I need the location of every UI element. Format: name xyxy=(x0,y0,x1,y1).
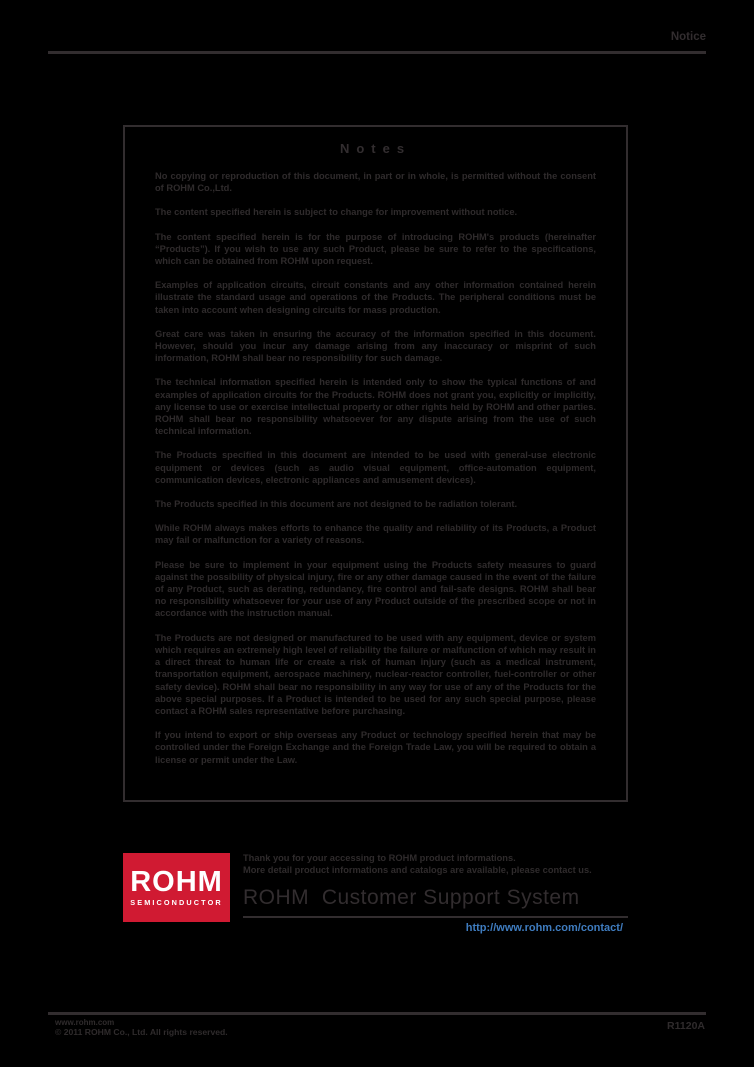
notice-paragraph: Great care was taken in ensuring the accuracy of the information specified in this document. However, should you incur any damage arising from any inaccuracy or misprint of such information, ROHM shall bear no responsibility for such damage. xyxy=(155,328,596,364)
notice-paragraph: Examples of application circuits, circuit constants and any other information contained herein illustrate the standard usage and operations of the Products. The peripheral conditions must be taken into account when designing circuits for mass production. xyxy=(155,280,596,315)
notice-paragraph: No copying or reproduction of this document, in part or in whole, is permitted without the consent of ROHM Co.,Ltd. xyxy=(155,171,596,194)
support-thanks-line2: More detail product informations and catalogs are available, please contact us. xyxy=(243,864,592,875)
notice-paragraph: The technical information specified herein is intended only to show the typical functions of and examples of application circuits for the Products. ROHM does not grant you, explicitly or implicitly, any license to use or exercise intellectual property or other rights held by ROHM and other parties. ROHM shall bear no responsibility whatsoever for any dispute arising from the use of such technical information. xyxy=(155,377,596,437)
rohm-logo xyxy=(123,853,230,922)
notice-paragraph: If you intend to export or ship overseas any Product or technology specified herein that may be controlled under the Foreign Exchange and the Foreign Trade Law, you will be required to obtain a license or permit under the Law. xyxy=(155,730,596,765)
notice-paragraph: The Products specified in this document are intended to be used with general-use electronic equipment or devices (such as audio visual equipment, office-automation equipment, communication devices, electronic appliances and amusement devices). xyxy=(155,450,596,485)
page-header-title: Notice xyxy=(670,31,706,43)
support-thanks-line1: Thank you for your accessing to ROHM product informations. xyxy=(243,853,516,863)
notice-paragraph: Please be sure to implement in your equipment using the Products safety measures to guard against the possibility of physical injury, fire or any other damage caused in the event of the failure of any Product, such as derating, redundancy, fire control and fail-safe designs. ROHM shall bear no responsibility whatsoever for your use of any Product outside of the prescribed scope or not in accordance with the instruction manual. xyxy=(155,559,596,619)
support-system-title: ROHM Customer Support System xyxy=(243,886,580,909)
footer-site-url: www.rohm.com xyxy=(55,1018,115,1027)
header-divider xyxy=(48,51,706,54)
notice-title: Notes xyxy=(339,141,412,156)
notice-box xyxy=(123,125,628,802)
rohm-logo-brand: ROHM xyxy=(130,866,223,898)
footer-copyright: © 2011 ROHM Co., Ltd. All rights reserved. xyxy=(55,1027,228,1037)
support-divider xyxy=(243,916,628,918)
notice-paragraph: The Products specified in this document are not designed to be radiation tolerant. xyxy=(155,499,518,510)
notice-paragraph: The content specified herein is for the purpose of introducing ROHM's products (hereinafter “Products”). If you wish to use any such Product, please be sure to refer to the specifications, which can be obtained from ROHM upon request. xyxy=(155,231,596,267)
notice-paragraph: The content specified herein is subject to change for improvement without notice. xyxy=(155,207,518,218)
rohm-logo-subtitle: SEMICONDUCTOR xyxy=(130,898,223,907)
notice-paragraph: The Products are not designed or manufactured to be used with any equipment, device or system which requires an extremely high level of reliability the failure or malfunction of which may result in a direct threat to human life or create a risk of human injury (such as a medical instrument, transportation equipment, aerospace machinery, nuclear-reactor controller, fuel-controller or other safety device). ROHM shall bear no responsibility in any way for use of any of the Products for the above special purposes. If a Product is intended to be used for any such special purpose, please contact a ROHM sales representative before purchasing. xyxy=(155,632,596,716)
notice-paragraphs xyxy=(155,170,596,766)
notice-paragraph: While ROHM always makes efforts to enhance the quality and reliability of its Products, a Product may fail or malfunction for a variety of reasons. xyxy=(155,523,596,546)
footer-doc-code: R1120A xyxy=(667,1020,705,1032)
support-block xyxy=(243,853,628,934)
footer-divider xyxy=(48,1012,706,1015)
contact-url-link[interactable]: http://www.rohm.com/contact/ xyxy=(465,922,623,934)
